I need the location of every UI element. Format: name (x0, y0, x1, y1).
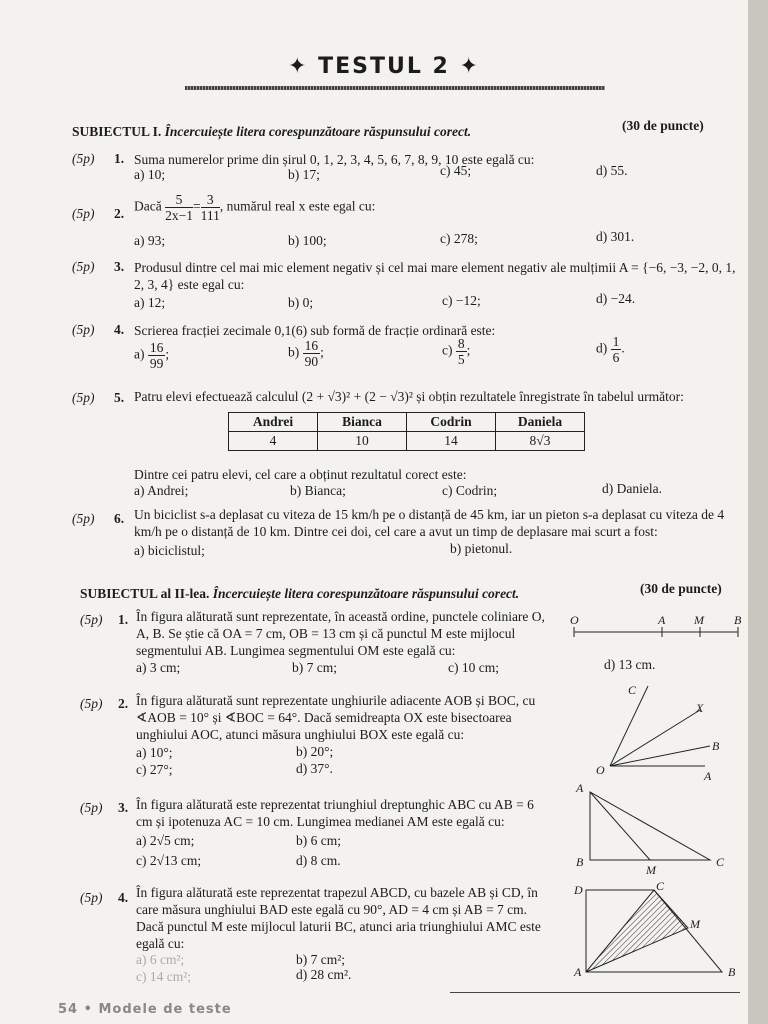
point-label-x: X (696, 701, 704, 715)
p3-text: În figura alăturată este reprezentat triunghiul dreptunghic ABC cu AB = 6 cm și ipotenuza AC = 10 cm. Lungimea medianei AM este egală cu: (136, 797, 534, 829)
table-header-cell: Bianca (318, 413, 407, 432)
table-cell: 8√3 (496, 432, 585, 451)
point-label-c: C (716, 855, 725, 869)
q3-points: (5p) (72, 259, 95, 274)
q1-text: Suma numerelor prime din șirul 0, 1, 2, 3, 4, 5, 6, 7, 8, 9, 10 este egală cu: (134, 152, 535, 167)
q5-question: Dintre cei patru elevi, cel care a obținut rezultatul corect este: (134, 467, 467, 482)
q6-option-b[interactable]: b) pietonul. (450, 541, 513, 556)
point-label-b: B (728, 965, 736, 979)
p2-option-d[interactable]: d) 37°. (296, 761, 333, 776)
section-1-points: (30 de puncte) (622, 118, 704, 133)
q3-option-a[interactable]: a) 12; (134, 295, 166, 310)
q2-option-c[interactable]: c) 278; (440, 231, 478, 246)
p3-triangle-figure (570, 780, 745, 880)
point-label-m: M (694, 613, 704, 627)
point-label-m: M (690, 917, 700, 931)
q3-option-d[interactable]: d) −24. (596, 291, 636, 306)
p3-points: (5p) (80, 800, 103, 815)
point-label-b: B (576, 855, 584, 869)
point-label-b: B (734, 613, 742, 627)
p4-number: 4. (118, 890, 129, 905)
table-header-cell: Daniela (496, 413, 585, 432)
point-label-c: C (656, 879, 665, 893)
q4-option-c[interactable]: c) $\frac{8}{5}$ ; (442, 336, 471, 367)
p4-option-b[interactable]: b) 7 cm²; (296, 952, 346, 967)
q5-option-c[interactable]: c) Codrin; (442, 483, 498, 498)
q2-fraction-1: $\frac{5}{2x-1}$ (165, 192, 193, 223)
q5-points: (5p) (72, 390, 95, 405)
section-2-heading: SUBIECTUL al II-lea. Încercuiește litera corespunzătoare răspunsului corect. (80, 586, 520, 601)
table-cell: 14 (407, 432, 496, 451)
p3-number: 3. (118, 800, 129, 815)
title-rule (185, 86, 605, 90)
q4-option-a[interactable]: a) $\frac{16}{99}$ ; (134, 340, 170, 371)
q3-option-b[interactable]: b) 0; (288, 295, 314, 310)
page-footer: 54 • Modele de teste (58, 1002, 232, 1017)
p1-points: (5p) (80, 612, 103, 627)
q1-number: 1. (114, 151, 125, 166)
point-label-c: C (628, 683, 637, 697)
p4-option-c[interactable]: c) 14 cm²; (136, 969, 192, 984)
q2-option-d[interactable]: d) 301. (596, 229, 635, 244)
q4-text: Scrierea fracției zecimale 0,1(6) sub formă de fracție ordinară este: (134, 323, 496, 338)
results-table (228, 412, 585, 451)
q2-text: Dacă $\frac{5}{2x-1}$ = $\frac{3}{111}$ , numărul real x este egal cu: (134, 192, 376, 223)
p4-option-d[interactable]: d) 28 cm². (296, 967, 352, 982)
p1-text: În figura alăturată sunt reprezentate, în această ordine, punctele coliniare O, A, B. Se știe că OA = 7 cm, OB = 13 cm și că punctul M este mijlocul segmentului AB. Lungimea segmentului OM este egală cu: (136, 609, 545, 658)
point-label-b: B (712, 739, 720, 753)
q6-number: 6. (114, 511, 125, 526)
p4-trapezoid-figure (570, 878, 745, 988)
table-cell: 4 (229, 432, 318, 451)
p3-option-b[interactable]: b) 6 cm; (296, 833, 341, 848)
q2-fraction-2: $\frac{3}{111}$ (200, 192, 220, 223)
p4-text: În figura alăturată este reprezentat trapezul ABCD, cu bazele AB și CD, în care măsura unghiului BAD este egală cu 90°, AD = 4 cm și AB = 7 cm. Dacă punctul M este mijlocul laturii BC, atunci aria triunghiului AMC este egală cu: (136, 885, 541, 951)
q4-option-b[interactable]: b) $\frac{16}{90}$ ; (288, 338, 324, 369)
point-label-a: A (574, 965, 582, 979)
p2-text: În figura alăturată sunt reprezentate unghiurile adiacente AOB și BOC, cu ∢AOB = 10° și ∢BOC = 64°. Dacă semidreapta OX este bisectoarea unghiului AOC, atunci măsura unghiului BOX este egală cu: (136, 693, 536, 742)
point-label-a: A (704, 769, 712, 783)
q5-option-b[interactable]: b) Bianca; (290, 483, 346, 498)
point-label-o: O (596, 763, 605, 777)
p4-points: (5p) (80, 890, 103, 905)
q4-points: (5p) (72, 322, 95, 337)
q5-option-a[interactable]: a) Andrei; (134, 483, 189, 498)
p1-option-c[interactable]: c) 10 cm; (448, 660, 499, 675)
test-title: ✦ TESTUL 2 ✦ (288, 54, 480, 79)
q2-option-a[interactable]: a) 93; (134, 233, 166, 248)
point-label-d: D (574, 883, 583, 897)
q3-number: 3. (114, 259, 125, 274)
q2-points: (5p) (72, 206, 95, 221)
page-edge (748, 0, 768, 1024)
p3-option-a[interactable]: a) 2√5 cm; (136, 833, 195, 848)
q4-number: 4. (114, 322, 125, 337)
q2-option-b[interactable]: b) 100; (288, 233, 327, 248)
q1-option-d[interactable]: d) 55. (596, 163, 628, 178)
p2-option-b[interactable]: b) 20°; (296, 744, 334, 759)
p2-angles-figure (590, 680, 740, 790)
section-1-heading: SUBIECTUL I. Încercuiește litera corespunzătoare răspunsului corect. (72, 124, 472, 139)
q5-text: Patru elevi efectuează calculul (2 + √3)² + (2 − √3)² și obțin rezultatele înregistrate în tabelul următor: (134, 389, 684, 404)
q2-number: 2. (114, 206, 125, 221)
p4-option-a[interactable]: a) 6 cm²; (136, 952, 185, 967)
p2-number: 2. (118, 696, 129, 711)
p1-option-d[interactable]: d) 13 cm. (604, 657, 656, 672)
table-cell: 10 (318, 432, 407, 451)
p1-segment-figure (570, 612, 745, 642)
q6-option-a[interactable]: a) biciclistul; (134, 543, 205, 558)
bottom-rule (450, 992, 740, 993)
point-label-a: A (658, 613, 666, 627)
section-2-points: (30 de puncte) (640, 581, 722, 596)
p1-option-a[interactable]: a) 3 cm; (136, 660, 181, 675)
p1-option-b[interactable]: b) 7 cm; (292, 660, 337, 675)
p2-option-a[interactable]: a) 10°; (136, 745, 173, 760)
q5-option-d[interactable]: d) Daniela. (602, 481, 662, 496)
q5-number: 5. (114, 390, 125, 405)
p3-option-c[interactable]: c) 2√13 cm; (136, 853, 202, 868)
point-label-a: A (576, 781, 584, 795)
q3-option-c[interactable]: c) −12; (442, 293, 481, 308)
q1-points: (5p) (72, 151, 95, 166)
p2-points: (5p) (80, 696, 103, 711)
p2-option-c[interactable]: c) 27°; (136, 762, 173, 777)
q1-option-b[interactable]: b) 17; (288, 167, 320, 182)
q6-points: (5p) (72, 511, 95, 526)
q3-text: Produsul dintre cel mai mic element negativ și cel mai mare element negativ ale mulțimii A = {−6, −3, −2, 0, 1, 2, 3, 4} este egal cu: (134, 260, 736, 292)
q4-option-d[interactable]: d) $\frac{1}{6}$ . (596, 334, 625, 365)
table-header-cell: Codrin (407, 413, 496, 432)
p1-number: 1. (118, 612, 129, 627)
q1-option-a[interactable]: a) 10; (134, 167, 166, 182)
point-label-o: O (570, 613, 579, 627)
q1-option-c[interactable]: c) 45; (440, 163, 472, 178)
table-header-cell: Andrei (229, 413, 318, 432)
point-label-m: M (646, 863, 656, 877)
p3-option-d[interactable]: d) 8 cm. (296, 853, 341, 868)
q6-text: Un biciclist s-a deplasat cu viteza de 15 km/h pe o distanță de 45 km, iar un pieton s-a deplasat cu viteza de 4 km/h pe o distanță de 10 km. Dintre cei doi, cel care a avut un timp de deplasare mai scurt a fost: (134, 507, 725, 539)
